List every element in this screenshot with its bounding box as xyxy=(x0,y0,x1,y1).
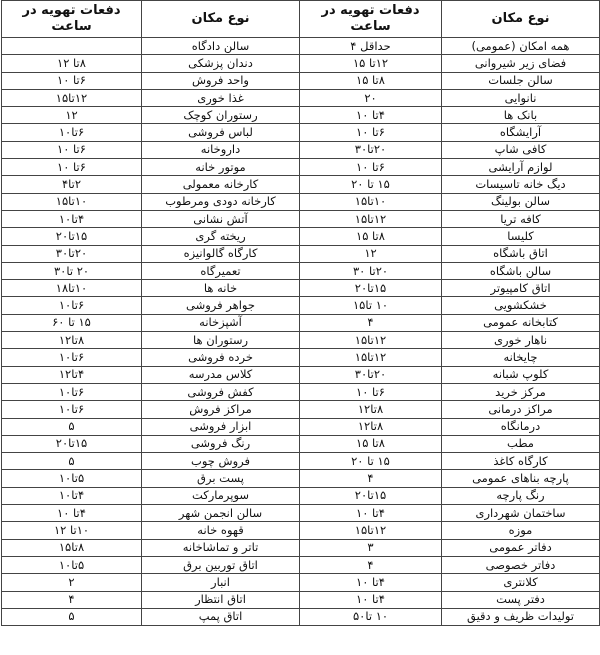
place-type-cell: مراکز درمانی xyxy=(442,401,600,418)
air-changes-cell: ۱۰تا۱۵ xyxy=(2,193,142,210)
table-row xyxy=(2,366,600,383)
place-type-cell: دفتر پست xyxy=(442,591,600,608)
place-type-cell: چایخانه xyxy=(442,349,600,366)
place-type-cell: دیگ خانه تاسیسات xyxy=(442,176,600,193)
air-changes-cell: ۵ xyxy=(2,418,142,435)
place-type-cell: داروخانه xyxy=(142,141,300,158)
air-changes-cell: ۱۵ تا ۲۰ xyxy=(300,453,442,470)
place-type-cell: کلاس مدرسه xyxy=(142,366,300,383)
place-type-cell: کتابخانه عمومی xyxy=(442,314,600,331)
table-row xyxy=(2,38,600,55)
air-changes-cell: ۴ xyxy=(300,314,442,331)
air-changes-cell: ۸تا۱۵ xyxy=(2,539,142,556)
place-type-cell: اتاق کامپیوتر xyxy=(442,280,600,297)
table-row xyxy=(2,262,600,279)
air-changes-cell: ۵تا۱۰ xyxy=(2,556,142,573)
air-changes-cell: ۸تا۱۲ xyxy=(2,332,142,349)
air-changes-cell: ۱۰تا ۱۲ xyxy=(2,522,142,539)
air-changes-cell: ۴ xyxy=(300,556,442,573)
place-type-cell: آتش نشانی xyxy=(142,210,300,227)
place-type-cell: دندان پزشکی xyxy=(142,55,300,72)
place-type-cell: کلوپ شبانه xyxy=(442,366,600,383)
place-type-cell: ناهار خوری xyxy=(442,332,600,349)
place-type-cell: تولیدات ظریف و دقیق xyxy=(442,608,600,625)
header-place-type: نوع مکان xyxy=(142,1,300,38)
place-type-cell: مراکز فروش xyxy=(142,401,300,418)
place-type-cell: جواهر فروشی xyxy=(142,297,300,314)
place-type-cell: خرده فروشی xyxy=(142,349,300,366)
table-row xyxy=(2,608,600,625)
place-type-cell: آرایشگاه xyxy=(442,124,600,141)
table-row xyxy=(2,556,600,573)
air-changes-cell: ۶تا۱۰ xyxy=(2,383,142,400)
air-changes-cell: ۵تا۱۰ xyxy=(2,470,142,487)
air-changes-cell: ۱۲تا۱۵ xyxy=(300,210,442,227)
air-changes-cell: ۴تا۱۰ xyxy=(2,210,142,227)
place-type-cell: غذا خوری xyxy=(142,89,300,106)
place-type-cell: اتاق توربین برق xyxy=(142,556,300,573)
air-changes-cell: ۱۰تا۱۸ xyxy=(2,280,142,297)
table-row xyxy=(2,349,600,366)
place-type-cell: اتاق پمپ xyxy=(142,608,300,625)
air-changes-cell: ۲۰ تا۳۰ xyxy=(2,262,142,279)
table-row xyxy=(2,107,600,124)
table-row xyxy=(2,418,600,435)
table-row xyxy=(2,591,600,608)
air-changes-cell: ۸تا ۱۲ xyxy=(2,55,142,72)
air-changes-cell: ۶تا ۱۰ xyxy=(2,72,142,89)
air-changes-cell: ۱۵تا۲۰ xyxy=(2,435,142,452)
air-changes-cell: ۱۰ تا۵۰ xyxy=(300,608,442,625)
place-type-cell: سوپرمارکت xyxy=(142,487,300,504)
table-row xyxy=(2,314,600,331)
header-air-changes: دفعات تهویه در ساعت xyxy=(2,1,142,38)
air-changes-cell: ۸تا۱۲ xyxy=(300,418,442,435)
air-changes-cell: ۱۲تا۱۵ xyxy=(300,522,442,539)
place-type-cell: ریخته گری xyxy=(142,228,300,245)
air-changes-cell: ۵ xyxy=(2,608,142,625)
air-changes-cell: ۶تا ۱۰ xyxy=(300,124,442,141)
place-type-cell: کارخانه دودی ومرطوب xyxy=(142,193,300,210)
air-changes-cell: حداقل ۴ xyxy=(300,38,442,55)
place-type-cell: کافی شاپ xyxy=(442,141,600,158)
place-type-cell: سالن دادگاه xyxy=(142,38,300,55)
air-changes-cell: ۵ xyxy=(2,453,142,470)
place-type-cell: کارگاه گالوانیزه xyxy=(142,245,300,262)
air-changes-cell: ۱۵تا۲۰ xyxy=(300,487,442,504)
place-type-cell: سالن بولینگ xyxy=(442,193,600,210)
air-changes-cell: ۲۰ xyxy=(300,89,442,106)
place-type-cell: نانوایی xyxy=(442,89,600,106)
table-row xyxy=(2,435,600,452)
place-type-cell: پست برق xyxy=(142,470,300,487)
air-changes-cell: ۶تا ۱۰ xyxy=(300,383,442,400)
place-type-cell: سالن انجمن شهر xyxy=(142,505,300,522)
table-row xyxy=(2,401,600,418)
air-changes-cell: ۴تا ۱۰ xyxy=(300,574,442,591)
place-type-cell: موزه xyxy=(442,522,600,539)
air-changes-cell: ۲۰تا۳۰ xyxy=(300,366,442,383)
place-type-cell: موتور خانه xyxy=(142,159,300,176)
air-changes-cell: ۲تا۴ xyxy=(2,176,142,193)
air-changes-cell: ۲ xyxy=(2,574,142,591)
place-type-cell: بانک ها xyxy=(442,107,600,124)
place-type-cell: درمانگاه xyxy=(442,418,600,435)
air-changes-cell: ۴تا۱۲ xyxy=(2,366,142,383)
air-changes-cell: ۳ xyxy=(300,539,442,556)
air-changes-cell: ۱۵تا۲۰ xyxy=(2,228,142,245)
table-row xyxy=(2,453,600,470)
air-changes-cell: ۱۰تا۱۵ xyxy=(300,193,442,210)
place-type-cell: رستوران کوچک xyxy=(142,107,300,124)
air-changes-cell: ۸تا ۱۵ xyxy=(300,228,442,245)
header-row xyxy=(2,1,600,38)
table-row xyxy=(2,141,600,158)
air-changes-cell: ۴تا ۱۰ xyxy=(300,591,442,608)
air-changes-cell: ۴تا ۱۰ xyxy=(300,107,442,124)
place-type-cell: مرکز خرید xyxy=(442,383,600,400)
air-changes-cell: ۶تا۱۰ xyxy=(2,349,142,366)
table-row xyxy=(2,193,600,210)
air-changes-cell: ۸تا ۱۵ xyxy=(300,435,442,452)
table-row xyxy=(2,124,600,141)
table-row xyxy=(2,228,600,245)
air-changes-cell: ۱۰ تا۱۵ xyxy=(300,297,442,314)
air-changes-cell: ۴تا ۱۰ xyxy=(2,505,142,522)
table-row xyxy=(2,522,600,539)
header-air-changes: دفعات تهویه در ساعت xyxy=(300,1,442,38)
place-type-cell: اتاق باشگاه xyxy=(442,245,600,262)
place-type-cell: رنگ پارچه xyxy=(442,487,600,504)
air-changes-cell xyxy=(2,38,142,55)
table-row xyxy=(2,487,600,504)
place-type-cell: لوازم آرایشی xyxy=(442,159,600,176)
table-row xyxy=(2,72,600,89)
air-changes-cell: ۶تا ۱۰ xyxy=(300,159,442,176)
air-changes-cell: ۱۲ xyxy=(300,245,442,262)
air-changes-cell: ۱۵تا۲۰ xyxy=(300,280,442,297)
place-type-cell: رستوران ها xyxy=(142,332,300,349)
table-row xyxy=(2,505,600,522)
air-changes-cell: ۴تا۱۰ xyxy=(2,487,142,504)
place-type-cell: همه امکان (عمومی) xyxy=(442,38,600,55)
table-row xyxy=(2,297,600,314)
air-changes-cell: ۴ xyxy=(2,591,142,608)
place-type-cell: کافه تریا xyxy=(442,210,600,227)
air-changes-cell: ۲۰تا۳۰ xyxy=(2,245,142,262)
place-type-cell: سالن جلسات xyxy=(442,72,600,89)
air-changes-cell: ۲۰تا ۳۰ xyxy=(300,262,442,279)
table-row xyxy=(2,539,600,556)
table-row xyxy=(2,55,600,72)
place-type-cell: قهوه خانه xyxy=(142,522,300,539)
place-type-cell: اتاق انتظار xyxy=(142,591,300,608)
table-row xyxy=(2,383,600,400)
air-changes-cell: ۱۲تا۱۵ xyxy=(300,332,442,349)
table-row xyxy=(2,159,600,176)
table-body xyxy=(2,38,600,626)
place-type-cell: سالن باشگاه xyxy=(442,262,600,279)
place-type-cell: فضای زیر شیروانی xyxy=(442,55,600,72)
header-place-type: نوع مکان xyxy=(442,1,600,38)
air-changes-cell: ۱۵ تا ۲۰ xyxy=(300,176,442,193)
place-type-cell: دفاتر خصوصی xyxy=(442,556,600,573)
air-changes-cell: ۶تا۱۰ xyxy=(2,401,142,418)
table-row xyxy=(2,210,600,227)
air-changes-cell: ۱۲تا ۱۵ xyxy=(300,55,442,72)
air-changes-cell: ۱۵ تا ۶۰ xyxy=(2,314,142,331)
air-changes-cell: ۶تا۱۰ xyxy=(2,124,142,141)
place-type-cell: رنگ فروشی xyxy=(142,435,300,452)
place-type-cell: فروش چوب xyxy=(142,453,300,470)
place-type-cell: مطب xyxy=(442,435,600,452)
table-header xyxy=(2,1,600,38)
air-changes-cell: ۱۲تا۱۵ xyxy=(300,349,442,366)
place-type-cell: پارچه بناهای عمومی xyxy=(442,470,600,487)
air-changes-cell: ۶تا۱۰ xyxy=(2,297,142,314)
air-changes-cell: ۲۰تا۳۰ xyxy=(300,141,442,158)
place-type-cell: کفش فروشی xyxy=(142,383,300,400)
air-changes-cell: ۱۲ xyxy=(2,107,142,124)
air-changes-cell: ۱۲تا۱۵ xyxy=(2,89,142,106)
place-type-cell: خشکشویی xyxy=(442,297,600,314)
place-type-cell: ابزار فروشی xyxy=(142,418,300,435)
table-row xyxy=(2,332,600,349)
air-changes-cell: ۴تا ۱۰ xyxy=(300,505,442,522)
place-type-cell: کارگاه کاغذ xyxy=(442,453,600,470)
place-type-cell: کلیسا xyxy=(442,228,600,245)
table-row xyxy=(2,89,600,106)
place-type-cell: لباس فروشی xyxy=(142,124,300,141)
place-type-cell: ساختمان شهرداری xyxy=(442,505,600,522)
air-changes-cell: ۴ xyxy=(300,470,442,487)
table-row xyxy=(2,574,600,591)
air-changes-cell: ۶تا ۱۰ xyxy=(2,141,142,158)
place-type-cell: آشپزخانه xyxy=(142,314,300,331)
place-type-cell: انبار xyxy=(142,574,300,591)
place-type-cell: دفاتر عمومی xyxy=(442,539,600,556)
place-type-cell: تعمیرگاه xyxy=(142,262,300,279)
place-type-cell: واحد فروش xyxy=(142,72,300,89)
table-row xyxy=(2,245,600,262)
table-row xyxy=(2,280,600,297)
table-row xyxy=(2,470,600,487)
air-changes-cell: ۶تا ۱۰ xyxy=(2,159,142,176)
air-changes-cell: ۸تا۱۲ xyxy=(300,401,442,418)
place-type-cell: کارخانه معمولی xyxy=(142,176,300,193)
place-type-cell: کلانتری xyxy=(442,574,600,591)
place-type-cell: تاتر و تماشاخانه xyxy=(142,539,300,556)
ventilation-rate-table xyxy=(1,0,600,626)
place-type-cell: خانه ها xyxy=(142,280,300,297)
air-changes-cell: ۸تا ۱۵ xyxy=(300,72,442,89)
table-row xyxy=(2,176,600,193)
